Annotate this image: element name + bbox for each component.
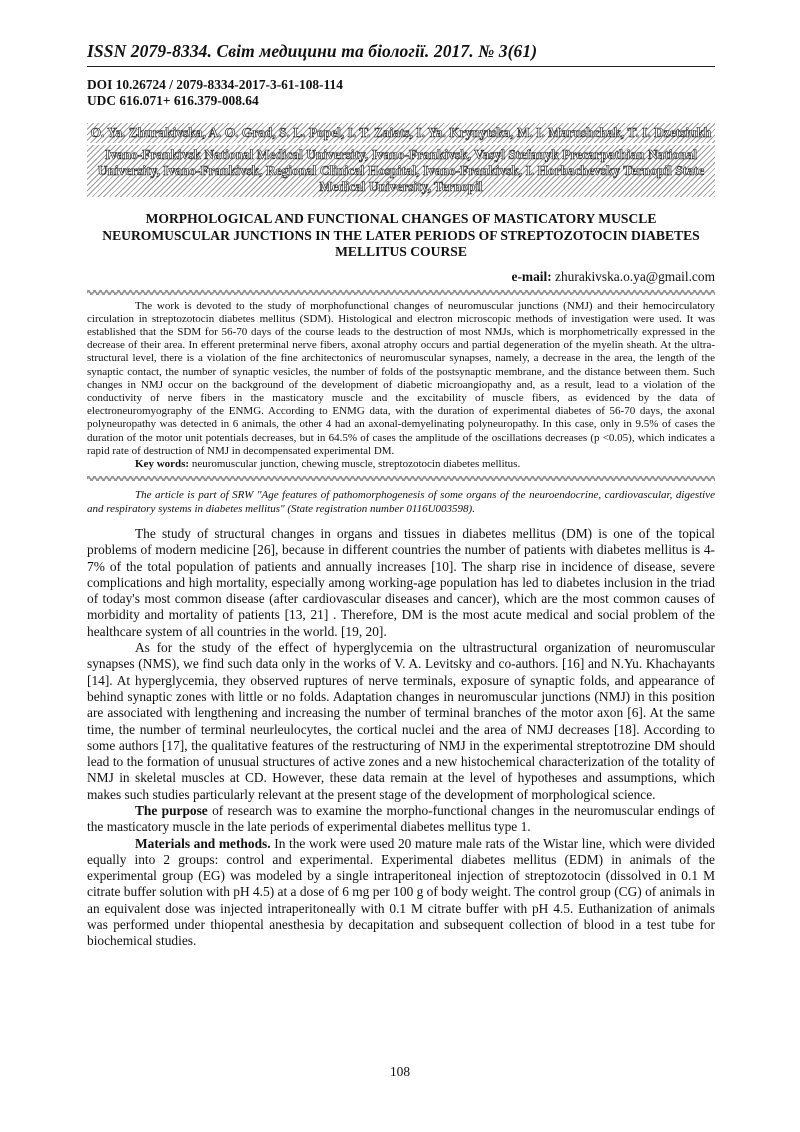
email-line <box>87 269 715 285</box>
page-number: 108 <box>389 1064 411 1079</box>
abstract <box>87 300 715 472</box>
purpose-text: of research was to examine the morpho-functional changes in the neuromuscular endings of the masticatory muscle in the late periods of experimental diabetes mellitus type 1. <box>87 803 715 835</box>
email-label: e-mail: <box>511 268 552 284</box>
email-link[interactable]: zhurakivska.o.ya@gmail.com <box>555 268 715 284</box>
body-paragraph <box>87 836 715 950</box>
article-title: MORPHOLOGICAL AND FUNCTIONAL CHANGES OF MASTICATORY MUSCLE NEUROMUSCULAR JUNCTIONS IN THE LATER PERIODS OF STREPTOZOTOCIN DIABETES MELLITUS COURSE <box>102 211 700 259</box>
journal-header: ISSN 2079-8334. Світ медицини та біології. 2017. № 3(61) <box>87 41 538 61</box>
methods-heading: Materials and methods. <box>135 835 271 851</box>
keywords-text: neuromuscular junction, chewing muscle, streptozotocin diabetes mellitus. <box>191 457 521 470</box>
funding-note: The article is part of SRW "Age features of pathomorphogenesis of some organs of the neuroendocrine, cardiovascular, digestive and respiratory systems in diabetes mellitus" (State registration number 0116U003598). <box>87 489 715 515</box>
keywords-label: Key words: <box>135 457 190 470</box>
abstract-top-divider <box>87 290 715 295</box>
header-rule <box>87 66 715 67</box>
keywords-line <box>87 458 715 471</box>
author-list: O. Ya. Zhurakivska, A. O. Grad, S. L. Popel, I. T. Zaiats, I. Ya. Krynytska, M. I. Marushchak, T. I. Dzetsiukh <box>87 123 715 143</box>
body-paragraph: The study of structural changes in organs and tissues in diabetes mellitus (DM) is one of the topical problems of modern medicine [26], because in different countries the number of patients with diabetes mellitus is 4-7% of the total population of patients and annually increases [10]. The sharp rise in incidence of disease, severe complications and high mortality, especially among working-age population has led to diabetes inclusion in the triad of today's most common disease (after cardiovascular diseases and cancer), which are the most common causes of morbidity and mortality of patients [13, 21] . Therefore, DM is the most acute medical and social problem of the healthcare system of all countries in the world. [19, 20]. <box>87 525 715 639</box>
methods-text: In the work were used 20 mature male rats of the Wistar line, which were divided equally into 2 groups: control and experimental. Experimental diabetes mellitus (EDM) in animals of the experimental group (EG) was modeled by a single intraperitoneal injection of streptozotocin (dissolved in 0.1 M citrate buffer solution with pH 4.5) at a dose of 6 mg per 100 g of body weight. The control group (CG) of animals in an equivalent dose was injected intraperitoneally with 0.1 M citrate buffer with pH 4.5. Euthanization of animals was performed under thiopental anesthesia by decapitation and subsequent collection of blood in a test tube for biochemical studies. <box>87 835 715 949</box>
purpose-heading: The purpose <box>135 803 208 818</box>
abstract-text: The work is devoted to the study of morphofunctional changes of neuromuscular junctions (NMJ) and their hemocirculatory circulation in streptozotocin diabetes mellitus (SDM). Histological and electron microscopic methods of investigation were used. It was established that the SDM for 56-70 days of the course leads to the destruction of most NMJs, which is morphometrically expressed in the decrease of their area. In efferent preterminal nerve fibers, axonal atrophy occurs and partial degeneration of the myelin sheath. At the ultra-structural level, there is a violation of the fine architectonics of neuromuscular synapses, namely, a decrease in the area, the length of the synaptic contact, the number of synaptic vesicles, the number of folds of the postsynaptic membrane, and the distance between them. Such changes in NMJ occur on the background of the development of diabetic microangiopathy and, as a result, lead to a violation of the conductivity of nerve fibers in the masticatory muscle and the excitability of muscle fibers, as evidenced by the data of electroneuromyography of the ENMG. According to ENMG data, with the duration of experimental diabetes of 56-70 days, the axonal polyneuropathy was detected in 6 animals, the other 4 had an axonal-demyelinating polyneuropathy. In this case, only in 9.5% of cases the duration of the motor unit potentials decreases, but in 64.5% of cases the amplitude of the oscillations decreases (p <0.05), which indicates a rapid rate of destruction of NMJ in decompensated experimental DM. <box>87 299 715 457</box>
doi-line: DOI 10.26724 / 2079-8334-2017-3-61-108-114 <box>87 77 343 92</box>
affiliations: Ivano-Frankivsk National Medical University, Ivano-Frankivsk, Vasyl Stefanyk Precarpathian National University, Ivano-Frankivsk, Regional Clinical Hospital, Ivano-Frankivsk, I. Horbachevsky Ternopil State Medical University, Ternopil <box>87 145 715 197</box>
body-paragraph <box>87 803 715 836</box>
udc-line: UDC 616.071+ 616.379-008.64 <box>87 93 259 108</box>
doi-block <box>87 77 715 109</box>
body-paragraph: As for the study of the effect of hyperglycemia on the ultrastructural organization of neuromuscular synapses (NMS), we find such data only in the works of V. A. Levitsky and co-authors. [16] and N.Yu. Khachayants [14]. At hyperglycemia, they observed ruptures of nerve terminals, exposure of synaptic folds, and appearance of behind synaptic zones with little or no folds. Adaptation changes in neuromuscular junctions (NMJ) in this position are associated with lengthening and increasing the number of terminal branches of the motor axon [6]. At the same time, the number of terminal neurleulocytes, the cortical nuclei and the area of NMJ decreases [18]. According to some authors [17], the qualitative features of the restructuring of NMJ in the experimental streptotrozine DM should lead to the formation of unusual structures of active zones and a new histochemical characterization of the totality of NMJ in skeletal muscles at CD. However, these data remain at the level of hypotheses and assumptions, which makes such studies particularly relevant at the present stage of the development of morphological science. <box>87 640 715 802</box>
abstract-bottom-divider <box>87 476 715 481</box>
article-body <box>87 526 715 950</box>
article-page <box>87 40 715 950</box>
